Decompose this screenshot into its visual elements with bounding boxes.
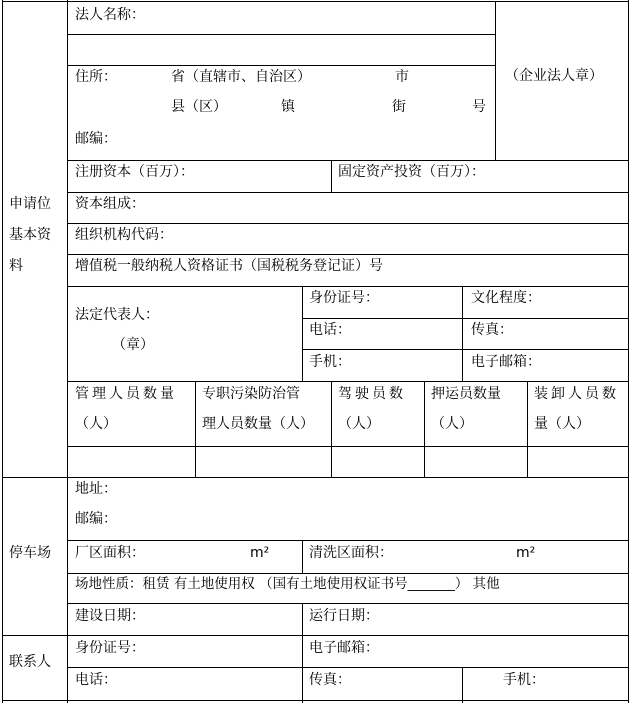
address-county: 县（区） xyxy=(171,99,227,115)
border-left xyxy=(2,0,3,703)
staff-header-loader-2: 量（人） xyxy=(534,416,590,432)
contact-mobile-label: 手机： xyxy=(503,672,545,688)
border-bottom xyxy=(2,700,629,701)
registered-capital-label: 注册资本（百万）： xyxy=(75,164,194,180)
wash-area-unit: m² xyxy=(516,545,536,561)
section-label-applicant-1: 申请位 xyxy=(9,196,51,212)
plant-area-label: 厂区面积： xyxy=(75,545,145,561)
operate-date-label: 运行日期： xyxy=(309,608,379,624)
staff-header-driver-1: 驾驶员数 xyxy=(338,386,406,402)
legal-rep-seal: （章） xyxy=(112,337,154,353)
build-date-label: 建设日期： xyxy=(75,608,145,624)
staff-header-escort-1: 押运员数量 xyxy=(431,386,501,402)
address-city: 市 xyxy=(395,69,409,85)
rep-mobile-label: 手机： xyxy=(309,354,351,370)
org-code-label: 组织机构代码： xyxy=(75,227,173,243)
contact-phone-label: 电话： xyxy=(75,672,117,688)
parking-postcode-label: 邮编： xyxy=(75,511,117,527)
staff-header-mgmt-2: （人） xyxy=(75,416,117,432)
address-town: 镇 xyxy=(281,99,295,115)
plant-area-unit: m² xyxy=(250,545,270,561)
seal-divider xyxy=(495,1,496,160)
border-top xyxy=(2,1,629,2)
rep-education-label: 文化程度： xyxy=(471,290,541,306)
section-label-contact: 联系人 xyxy=(9,654,51,670)
section-divider xyxy=(67,0,68,703)
legal-rep-label: 法定代表人： xyxy=(75,307,159,323)
fixed-investment-label: 固定资产投资（百万）： xyxy=(338,164,485,180)
rep-phone-label: 电话： xyxy=(309,322,351,338)
section-sep-1 xyxy=(2,477,629,478)
border-right xyxy=(628,0,629,703)
capital-composition-label: 资本组成： xyxy=(75,196,145,212)
address-street: 街 xyxy=(392,99,406,115)
seal-label: （企业法人章） xyxy=(505,68,603,84)
contact-fax-label: 传真： xyxy=(309,672,351,688)
contact-email-label: 电子邮箱： xyxy=(309,640,379,656)
section-label-parking: 停车场 xyxy=(9,545,51,561)
vat-cert-label: 增值税一般纳税人资格证书（国税税务登记证）号 xyxy=(75,258,383,274)
wash-area-label: 清洗区面积： xyxy=(309,545,393,561)
rep-id-label: 身份证号： xyxy=(309,290,379,306)
staff-header-pollution-1: 专职污染防治管 xyxy=(202,386,300,402)
address-province: 省（直辖市、自治区） xyxy=(171,69,311,85)
rep-email-label: 电子邮箱： xyxy=(471,354,541,370)
rep-fax-label: 传真： xyxy=(471,322,513,338)
staff-header-mgmt-1: 管理人员数量 xyxy=(75,386,177,402)
address-label: 住所： xyxy=(75,69,117,85)
section-label-applicant-2: 基本资 xyxy=(9,227,51,243)
staff-header-pollution-2: 理人员数量（人） xyxy=(202,416,314,432)
staff-header-escort-2: （人） xyxy=(431,416,473,432)
staff-header-driver-2: （人） xyxy=(338,416,380,432)
legal-name-label: 法人名称： xyxy=(75,7,145,23)
staff-header-loader-1: 装卸人员数 xyxy=(534,386,619,402)
site-nature-label: 场地性质：租赁 有土地使用权 （国有土地使用权证书号_______） 其他 xyxy=(75,576,500,592)
address-number: 号 xyxy=(472,99,486,115)
postcode-label: 邮编： xyxy=(75,131,117,147)
parking-address-label: 地址： xyxy=(75,481,117,497)
contact-id-label: 身份证号： xyxy=(75,640,145,656)
section-label-applicant-3: 料 xyxy=(9,258,23,274)
section-sep-2 xyxy=(2,635,629,636)
